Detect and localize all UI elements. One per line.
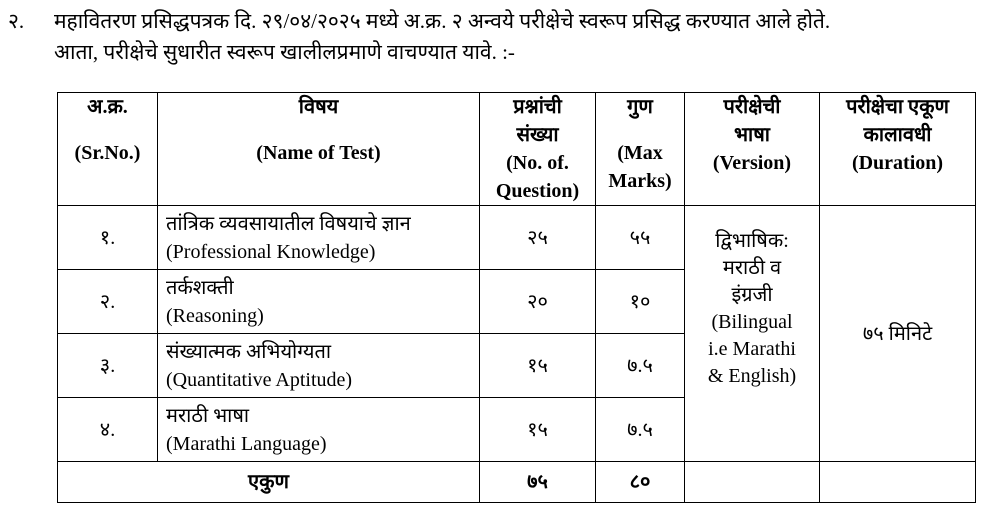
header-marks-en2: Marks) bbox=[608, 170, 672, 192]
header-questions-mr1: प्रश्नांची bbox=[513, 96, 562, 118]
row-test-en: (Reasoning) bbox=[166, 304, 264, 327]
total-version-empty bbox=[685, 462, 820, 503]
header-test bbox=[158, 93, 480, 206]
duration-cell: ७५ मिनिटे bbox=[820, 206, 976, 462]
row-sr: १. bbox=[58, 206, 158, 270]
header-sr-en: (Sr.No.) bbox=[74, 142, 141, 164]
row-marks: ५५ bbox=[596, 206, 685, 270]
table-row bbox=[58, 206, 976, 270]
row-test-mr: मराठी भाषा bbox=[166, 404, 250, 427]
header-version bbox=[685, 93, 820, 206]
row-sr: ३. bbox=[58, 334, 158, 398]
header-duration-en: (Duration) bbox=[851, 152, 944, 174]
row-test-en: (Quantitative Aptitude) bbox=[166, 368, 353, 391]
total-label: एकुण bbox=[58, 462, 480, 503]
version-cell bbox=[685, 206, 820, 462]
row-test-en: (Professional Knowledge) bbox=[166, 240, 376, 263]
header-duration bbox=[820, 93, 976, 206]
row-test-en: (Marathi Language) bbox=[166, 432, 327, 455]
version-en2: i.e Marathi bbox=[708, 338, 796, 360]
point-line-1: महावितरण प्रसिद्धपत्रक दि. २९/०४/२०२५ मध्ये अ.क्र. २ अन्वये परीक्षेचे स्वरूप प्रसिद्ध करण्यात आले होते. bbox=[54, 9, 831, 33]
header-test-mr: विषय bbox=[298, 96, 339, 118]
row-test-mr: संख्यात्मक अभियोग्यता bbox=[166, 340, 332, 363]
version-en1: (Bilingual bbox=[711, 311, 793, 333]
header-test-en: (Name of Test) bbox=[256, 142, 381, 164]
header-version-mr1: परीक्षेची bbox=[723, 96, 781, 118]
row-questions: १५ bbox=[480, 334, 596, 398]
row-test-mr: तर्कशक्ती bbox=[166, 276, 234, 299]
version-en3: & English) bbox=[707, 365, 797, 387]
table-header-row bbox=[58, 93, 976, 206]
point-line-2: आता, परीक्षेचे सुधारीत स्वरूप खालीलप्रमाणे वाचण्यात यावे. :- bbox=[54, 40, 515, 64]
row-test bbox=[158, 206, 480, 270]
version-mr3: इंग्रजी bbox=[731, 284, 773, 306]
point-number: २. bbox=[8, 9, 25, 33]
point-text bbox=[54, 6, 983, 68]
total-questions: ७५ bbox=[480, 462, 596, 503]
header-questions-mr2: संख्या bbox=[516, 124, 559, 146]
row-sr: ४. bbox=[58, 398, 158, 462]
header-marks-mr: गुण bbox=[627, 96, 653, 118]
header-version-en: (Version) bbox=[712, 152, 792, 174]
row-questions: १५ bbox=[480, 398, 596, 462]
header-marks-en1: (Max bbox=[617, 142, 663, 164]
point-2 bbox=[8, 6, 983, 68]
row-sr: २. bbox=[58, 270, 158, 334]
version-mr2: मराठी व bbox=[722, 257, 782, 279]
row-test bbox=[158, 334, 480, 398]
header-sr bbox=[58, 93, 158, 206]
header-version-mr2: भाषा bbox=[734, 124, 770, 146]
row-marks: ७.५ bbox=[596, 334, 685, 398]
version-mr1: द्विभाषिक: bbox=[715, 230, 789, 252]
header-sr-mr: अ.क्र. bbox=[87, 96, 128, 118]
exam-pattern-table bbox=[57, 92, 976, 503]
header-questions-en1: (No. of. bbox=[506, 152, 569, 174]
row-questions: २५ bbox=[480, 206, 596, 270]
header-questions-en2: Question) bbox=[495, 180, 580, 202]
total-marks: ८० bbox=[596, 462, 685, 503]
row-test bbox=[158, 398, 480, 462]
total-duration-empty bbox=[820, 462, 976, 503]
row-marks: १० bbox=[596, 270, 685, 334]
header-questions bbox=[480, 93, 596, 206]
header-marks bbox=[596, 93, 685, 206]
row-test-mr: तांत्रिक व्यवसायातील विषयाचे ज्ञान bbox=[166, 212, 411, 235]
row-questions: २० bbox=[480, 270, 596, 334]
row-test bbox=[158, 270, 480, 334]
total-row bbox=[58, 462, 976, 503]
header-duration-mr1: परीक्षेचा एकूण bbox=[846, 96, 949, 118]
row-marks: ७.५ bbox=[596, 398, 685, 462]
header-duration-mr2: कालावधी bbox=[863, 124, 932, 146]
